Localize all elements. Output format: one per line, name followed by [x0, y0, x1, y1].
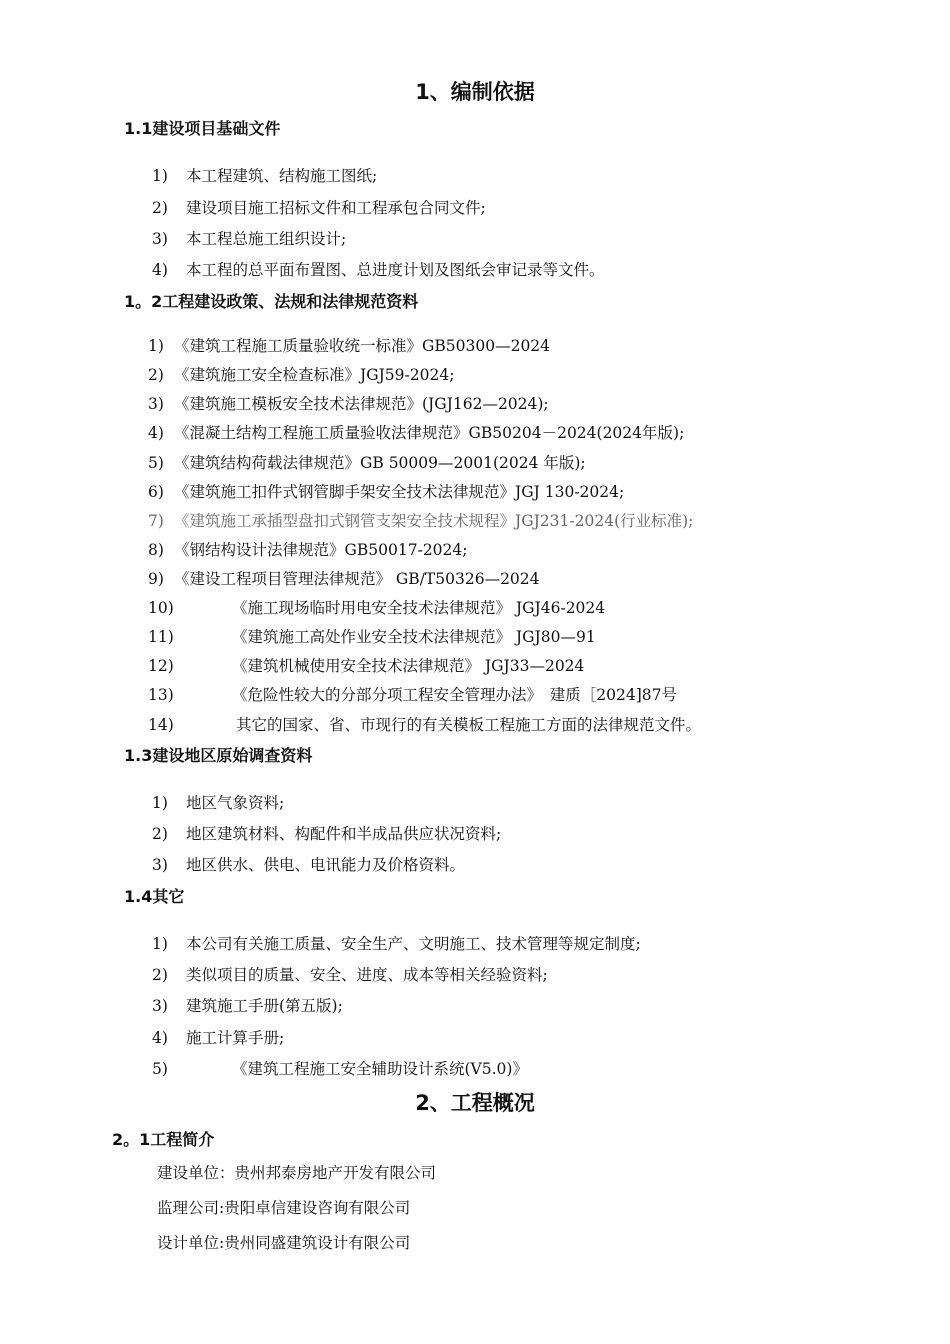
- list-item: 3) 建筑施工手册(第五版);: [152, 997, 343, 1015]
- list-item: 12) 《建筑机械使用安全技术法律规范》 JGJ33—2024: [148, 657, 585, 675]
- list-item: 3) 本工程总施工组织设计;: [152, 230, 347, 248]
- section-1-title: 1、编制依据: [415, 80, 535, 104]
- list-item: 3) 地区供水、供电、电讯能力及价格资料。: [152, 856, 466, 874]
- list-item: 3) 《建筑施工模板安全技术法律规范》(JGJ162—2024);: [148, 395, 549, 413]
- info-line: 设计单位:贵州同盛建筑设计有限公司: [157, 1234, 411, 1252]
- heading-1-1: 1.1建设项目基础文件: [124, 119, 281, 138]
- list-item: 7) 《建筑施工承插型盘扣式钢管支架安全技术规程》JGJ231-2024(行业标准);: [148, 512, 694, 530]
- list-item: 2) 类似项目的质量、安全、进度、成本等相关经验资料;: [152, 966, 548, 984]
- list-item: 10) 《施工现场临时用电安全技术法律规范》 JGJ46-2024: [148, 599, 606, 617]
- heading-2-1: 2。1工程简介: [112, 1130, 215, 1149]
- list-item: 2) 建设项目施工招标文件和工程承包合同文件;: [152, 199, 486, 217]
- list-item: 4) 施工计算手册;: [152, 1029, 285, 1047]
- list-item: 5) 《建筑结构荷载法律规范》GB 50009—2001(2024 年版);: [148, 454, 586, 472]
- list-item: 1) 本工程建筑、结构施工图纸;: [152, 167, 378, 185]
- list-item: 8) 《钢结构设计法律规范》GB50017-2024;: [148, 541, 468, 559]
- list-item: 1) 《建筑工程施工质量验收统一标准》GB50300—2024: [148, 337, 551, 355]
- list-item: 9) 《建设工程项目管理法律规范》 GB/T50326—2024: [148, 570, 540, 588]
- list-item: 6) 《建筑施工扣件式钢管脚手架安全技术法律规范》JGJ 130-2024;: [148, 483, 625, 501]
- list-item: 2) 地区建筑材料、构配件和半成品供应状况资料;: [152, 825, 502, 843]
- heading-1-4: 1.4其它: [124, 887, 185, 906]
- info-line: 建设单位：贵州邦泰房地产开发有限公司: [157, 1164, 437, 1182]
- list-item: 2) 《建筑施工安全检查标准》JGJ59-2024;: [148, 366, 455, 384]
- section-2-title: 2、工程概况: [415, 1091, 535, 1115]
- list-item: 1) 本公司有关施工质量、安全生产、文明施工、技术管理等规定制度;: [152, 935, 641, 953]
- list-item: 13) 《危险性较大的分部分项工程安全管理办法》 建质［2024]87号: [148, 686, 677, 704]
- list-item: 11) 《建筑施工高处作业安全技术法律规范》 JGJ80—91: [148, 628, 596, 646]
- list-item: 4) 本工程的总平面布置图、总进度计划及图纸会审记录等文件。: [152, 261, 605, 279]
- heading-1-3: 1.3建设地区原始调查资料: [124, 746, 313, 765]
- heading-1-2: 1。2工程建设政策、法规和法律规范资料: [124, 292, 419, 311]
- list-item: 4) 《混凝土结构工程施工质量验收法律规范》GB50204－2024(2024年版);: [148, 424, 685, 442]
- info-line: 监理公司:贵阳卓信建设咨询有限公司: [157, 1199, 411, 1217]
- list-item: 14) 其它的国家、省、市现行的有关模板工程施工方面的法律规范文件。: [148, 716, 702, 734]
- list-item: 5) 《建筑工程施工安全辅助设计系统(V5.0)》: [152, 1060, 528, 1078]
- list-item: 1) 地区气象资料;: [152, 794, 285, 812]
